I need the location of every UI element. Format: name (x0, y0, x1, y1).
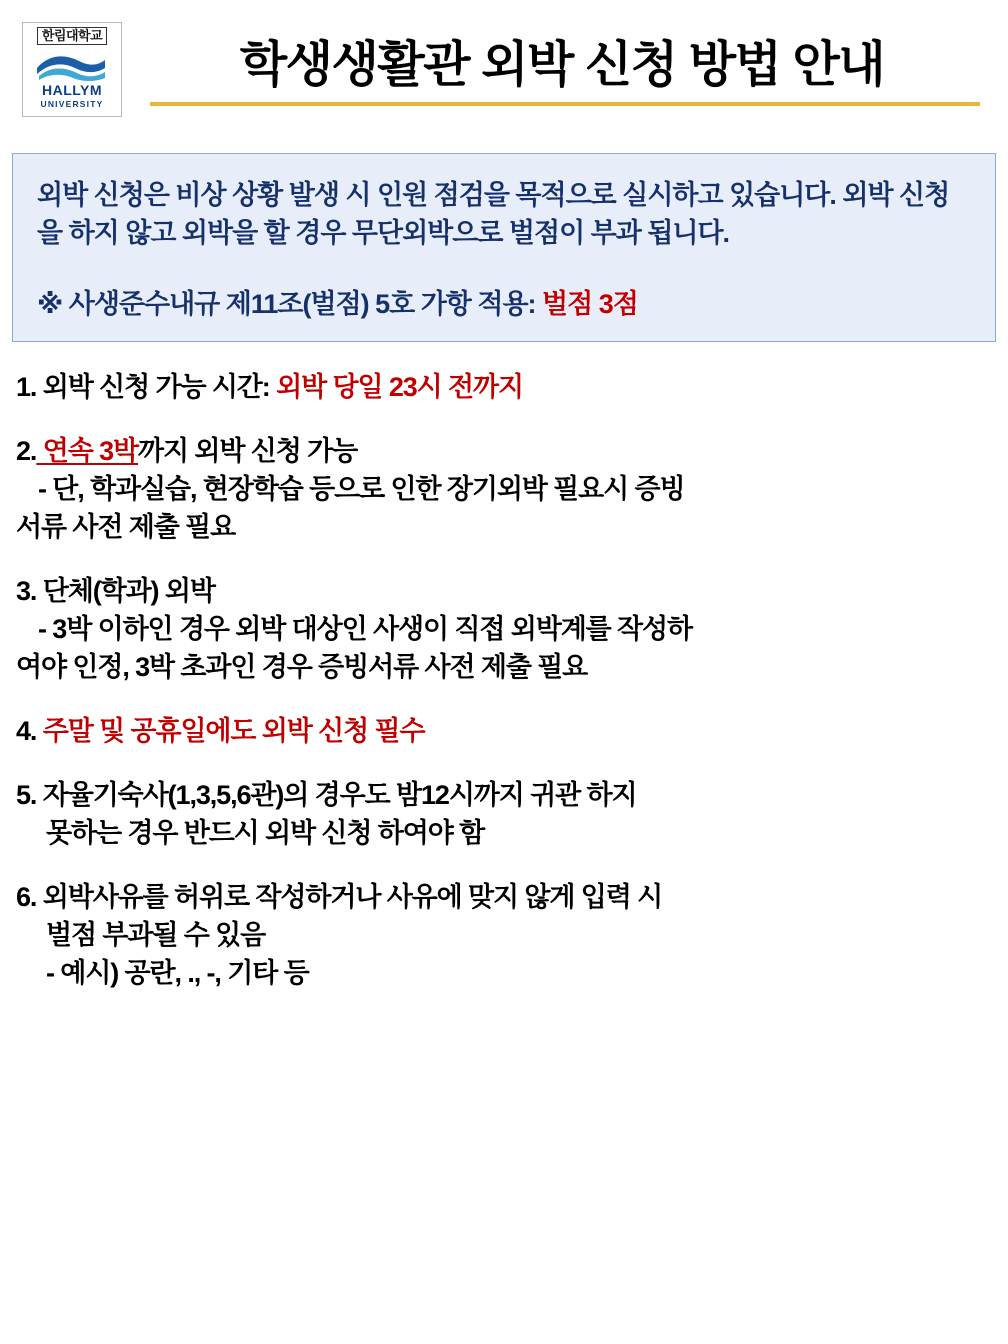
list-item-emphasis: 연속 3박 (36, 436, 138, 466)
list-item-number: 4. (16, 716, 37, 746)
wave-mark-icon (25, 48, 119, 82)
list-item-number: 1. (16, 372, 37, 402)
logo-english-name: HALLYM (41, 82, 103, 98)
list-item-subline: 여야 인정, 3박 초과인 경우 증빙서류 사전 제출 필요 (16, 652, 588, 682)
list-item-emphasis: 외박 당일 23시 전까지 (276, 372, 523, 402)
list-item (16, 432, 992, 546)
list-item (16, 878, 992, 992)
list-item-number: 2. (16, 436, 37, 466)
document-header (0, 0, 1008, 117)
logo-korean-name: 한림대학교 (37, 27, 107, 45)
list-item-subline: - 예시) 공란, ., -, 기타 등 (46, 958, 309, 988)
list-item (16, 776, 992, 852)
title-container (122, 22, 992, 106)
list-item-number: 3. (16, 576, 37, 606)
list-item-label: 단체(학과) 외박 (36, 576, 215, 606)
list-item (16, 712, 992, 750)
notice-paragraph: 외박 신청은 비상 상황 발생 시 인원 점검을 목적으로 실시하고 있습니다. 외박 신청을 하지 않고 외박을 할 경우 무단외박으로 벌점이 부과 됩니다. (37, 180, 950, 248)
instruction-list (16, 368, 992, 992)
notice-rule-line (37, 282, 971, 321)
list-item-label: 자율기숙사(1,3,5,6관)의 경우도 밤12시까지 귀관 하지 (36, 780, 637, 810)
list-item-subline: - 3박 이하인 경우 외박 대상인 사생이 직접 외박계를 작성하 (38, 614, 693, 644)
list-item-label: 외박 신청 가능 시간: (36, 372, 277, 402)
notice-rule-prefix: ※ 사생준수내규 제11조(벌점) 5호 가항 적용: (37, 289, 543, 319)
list-item-number: 6. (16, 882, 37, 912)
list-item-subline: 벌점 부과될 수 있음 (46, 920, 266, 950)
list-item-emphasis: 주말 및 공휴일에도 외박 신청 필수 (36, 716, 425, 746)
list-item-subline: 못하는 경우 반드시 외박 신청 하여야 함 (46, 818, 485, 848)
list-item (16, 572, 992, 686)
list-item-subline: - 단, 학과실습, 현장학습 등으로 인한 장기외박 필요시 증빙 (38, 474, 685, 504)
title-underline-rule (150, 102, 980, 106)
list-item-subline: 서류 사전 제출 필요 (16, 512, 236, 542)
notice-box (12, 153, 996, 342)
list-item (16, 368, 992, 406)
list-item-label: 외박사유를 허위로 작성하거나 사유에 맞지 않게 입력 시 (36, 882, 663, 912)
list-item-label: 까지 외박 신청 가능 (138, 436, 358, 466)
page-title: 학생생활관 외박 신청 방법 안내 (239, 38, 885, 92)
university-logo (22, 22, 122, 117)
list-item-number: 5. (16, 780, 37, 810)
logo-english-sub: UNIVERSITY (40, 99, 104, 109)
notice-penalty-value: 벌점 3점 (542, 289, 638, 319)
